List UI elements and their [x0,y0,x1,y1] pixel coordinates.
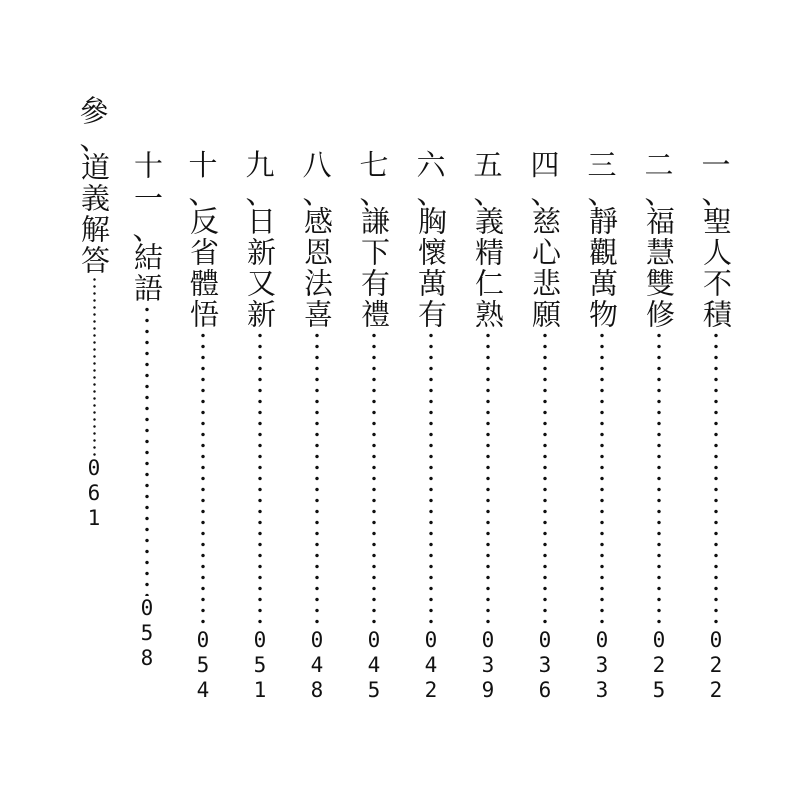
entry-title: 謙下有禮 [357,206,391,330]
entry-leader-dots [600,330,604,628]
entry-page-number: 039 [476,628,500,703]
entry-numeral: 十一 [130,150,164,216]
entry-mark: 、 [302,176,332,210]
entry-leader-dots [714,330,718,628]
entry-leader-dots [145,304,149,596]
entry-mark: 、 [701,176,731,210]
section-title: 道義解答 [77,152,111,276]
section-leader-dots [93,276,96,456]
entry-page-number: 045 [362,628,386,703]
toc-entry[interactable] [525,150,565,703]
entry-page-number: 054 [191,628,215,703]
entry-numeral: 三 [587,148,617,182]
entry-page-number: 022 [704,628,728,703]
section-numeral: 參 [79,94,109,128]
entry-title: 慈心悲願 [528,206,562,330]
entry-mark: 、 [416,176,446,210]
entry-numeral: 八 [302,148,332,182]
toc-entry[interactable] [297,150,337,703]
toc-section-heading[interactable] [74,96,114,531]
entry-title: 結語 [130,242,164,304]
entry-numeral: 七 [359,148,389,182]
entry-page-number: 033 [590,628,614,703]
toc-entry[interactable] [354,150,394,703]
section-page-number: 061 [82,456,106,531]
entry-title: 聖人不積 [699,206,733,330]
entry-leader-dots [258,330,262,628]
entry-numeral: 九 [245,148,275,182]
entry-title: 感恩法喜 [300,206,334,330]
entry-numeral: 二 [644,148,674,182]
toc-entry[interactable] [468,150,508,703]
entry-mark: 、 [245,176,275,210]
entry-leader-dots [657,330,661,628]
entry-mark: 、 [587,176,617,210]
entry-numeral: 五 [473,148,503,182]
entry-leader-dots [315,330,319,628]
entry-title: 反省體悟 [186,206,220,330]
toc-entry[interactable] [696,150,736,703]
entry-page-number: 058 [135,596,159,671]
toc-entry[interactable] [124,150,170,671]
entry-leader-dots [429,330,433,628]
entry-leader-dots [486,330,490,628]
entry-numeral: 六 [416,148,446,182]
entry-title: 胸懷萬有 [414,206,448,330]
toc-entry[interactable] [582,150,622,703]
entry-leader-dots [201,330,205,628]
section-mark: 、 [79,122,109,156]
toc-entry[interactable] [183,150,223,703]
entry-mark: 、 [644,176,674,210]
entry-page-number: 048 [305,628,329,703]
entry-numeral: 四 [530,148,560,182]
toc-entry[interactable] [411,150,451,703]
entry-numeral: 一 [701,148,731,182]
entry-mark: 、 [473,176,503,210]
entry-title: 福慧雙修 [642,206,676,330]
entry-mark: 、 [132,212,162,246]
entry-page-number: 051 [248,628,272,703]
entry-numeral: 十 [188,148,218,182]
entry-title: 義精仁熟 [471,206,505,330]
toc-entry[interactable] [240,150,280,703]
entry-title: 日新又新 [243,206,277,330]
entry-mark: 、 [188,176,218,210]
entry-mark: 、 [359,176,389,210]
entry-mark: 、 [530,176,560,210]
entry-leader-dots [543,330,547,628]
entry-leader-dots [372,330,376,628]
entry-page-number: 042 [419,628,443,703]
entry-page-number: 036 [533,628,557,703]
entry-title: 靜觀萬物 [585,206,619,330]
entry-page-number: 025 [647,628,671,703]
toc-entry[interactable] [639,150,679,703]
